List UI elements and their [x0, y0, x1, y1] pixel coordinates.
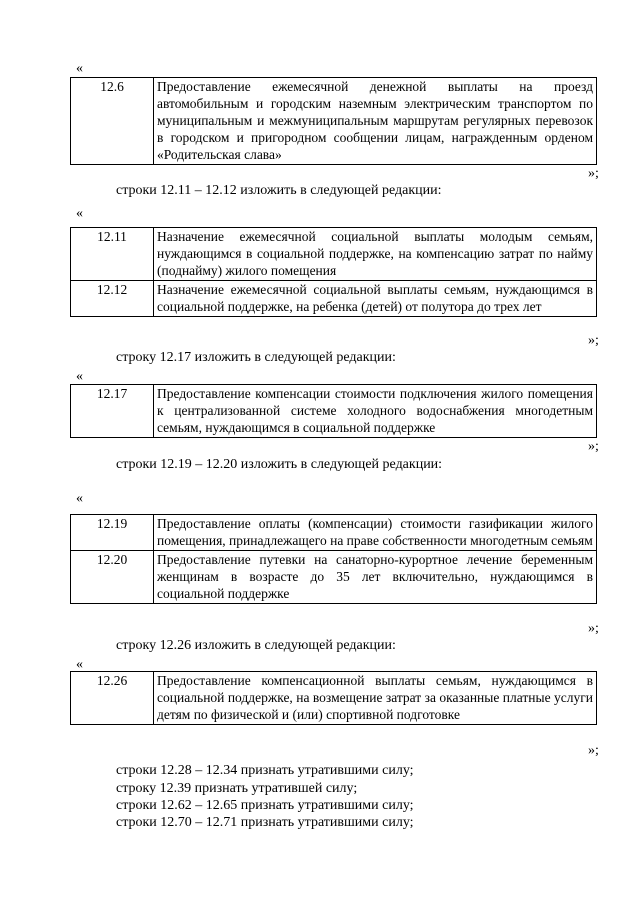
close-quote: »;	[588, 333, 599, 348]
row-number: 12.17	[71, 385, 154, 438]
row-number: 12.19	[71, 515, 154, 551]
instruction-line: строки 12.11 – 12.12 изложить в следующей редакции:	[116, 183, 442, 198]
close-quote: »;	[588, 743, 599, 758]
table-row	[71, 515, 597, 551]
close-quote: »;	[588, 621, 599, 636]
instruction-line: строку 12.39 признать утратившей силу;	[116, 781, 358, 796]
table-12-19-12-20	[70, 514, 597, 604]
table-row	[71, 78, 597, 165]
instruction-line: строки 12.70 – 12.71 признать утратившими силу;	[116, 815, 414, 830]
close-quote: »;	[588, 439, 599, 454]
row-number: 12.11	[71, 228, 154, 281]
table-12-11-12-12	[70, 227, 597, 317]
row-text: Предоставление компенсационной выплаты семьям, нуждающимся в социальной поддержке, на возмещение затрат за оказанные платные услуги детям по физической и (или) спортивной подготовке	[154, 672, 597, 725]
row-text: Назначение ежемесячной социальной выплаты семьям, нуждающимся в социальной поддержке, на ребенка (детей) от полутора до трех лет	[154, 281, 597, 317]
row-number: 12.20	[71, 551, 154, 604]
instruction-line: строки 12.62 – 12.65 признать утратившими силу;	[116, 798, 414, 813]
instruction-line: строки 12.28 – 12.34 признать утратившими силу;	[116, 763, 414, 778]
open-quote: «	[76, 657, 83, 672]
table-12-26	[70, 671, 597, 725]
row-text: Назначение ежемесячной социальной выплаты молодым семьям, нуждающимся в социальной поддержке, на компенсацию затрат по найму (поднайму) жилого помещения	[154, 228, 597, 281]
row-number: 12.12	[71, 281, 154, 317]
row-number: 12.6	[71, 78, 154, 165]
table-row	[71, 281, 597, 317]
table-row	[71, 672, 597, 725]
open-quote: «	[76, 369, 83, 384]
table-row	[71, 385, 597, 438]
instruction-line: строки 12.19 – 12.20 изложить в следующей редакции:	[116, 457, 443, 472]
instruction-line: строку 12.17 изложить в следующей редакции:	[116, 350, 396, 365]
open-quote: «	[76, 61, 83, 76]
open-quote: «	[76, 206, 83, 221]
row-text: Предоставление компенсации стоимости подключения жилого помещения к централизованной системе холодного водоснабжения многодетным семьям, нуждающимся в социальной поддержке	[154, 385, 597, 438]
table-row	[71, 228, 597, 281]
row-text: Предоставление путевки на санаторно-курортное лечение беременным женщинам в возрасте до 35 лет включительно, нуждающимся в социальной поддержке	[154, 551, 597, 604]
table-12-6	[70, 77, 597, 165]
open-quote: «	[76, 491, 83, 506]
table-12-17	[70, 384, 597, 438]
close-quote: »;	[588, 166, 599, 181]
table-row	[71, 551, 597, 604]
row-number: 12.26	[71, 672, 154, 725]
row-text: Предоставление ежемесячной денежной выплаты на проезд автомобильным и городским наземным электрическим транспортом по муниципальным и межмуниципальным маршрутам регулярных перевозок в городском и пригородном сообщении лицам, награжденным орденом «Родительская слава»	[154, 78, 597, 165]
row-text: Предоставление оплаты (компенсации) стоимости газификации жилого помещения, принадлежащего на праве собственности многодетным семьям	[154, 515, 597, 551]
instruction-line: строку 12.26 изложить в следующей редакции:	[116, 638, 396, 653]
